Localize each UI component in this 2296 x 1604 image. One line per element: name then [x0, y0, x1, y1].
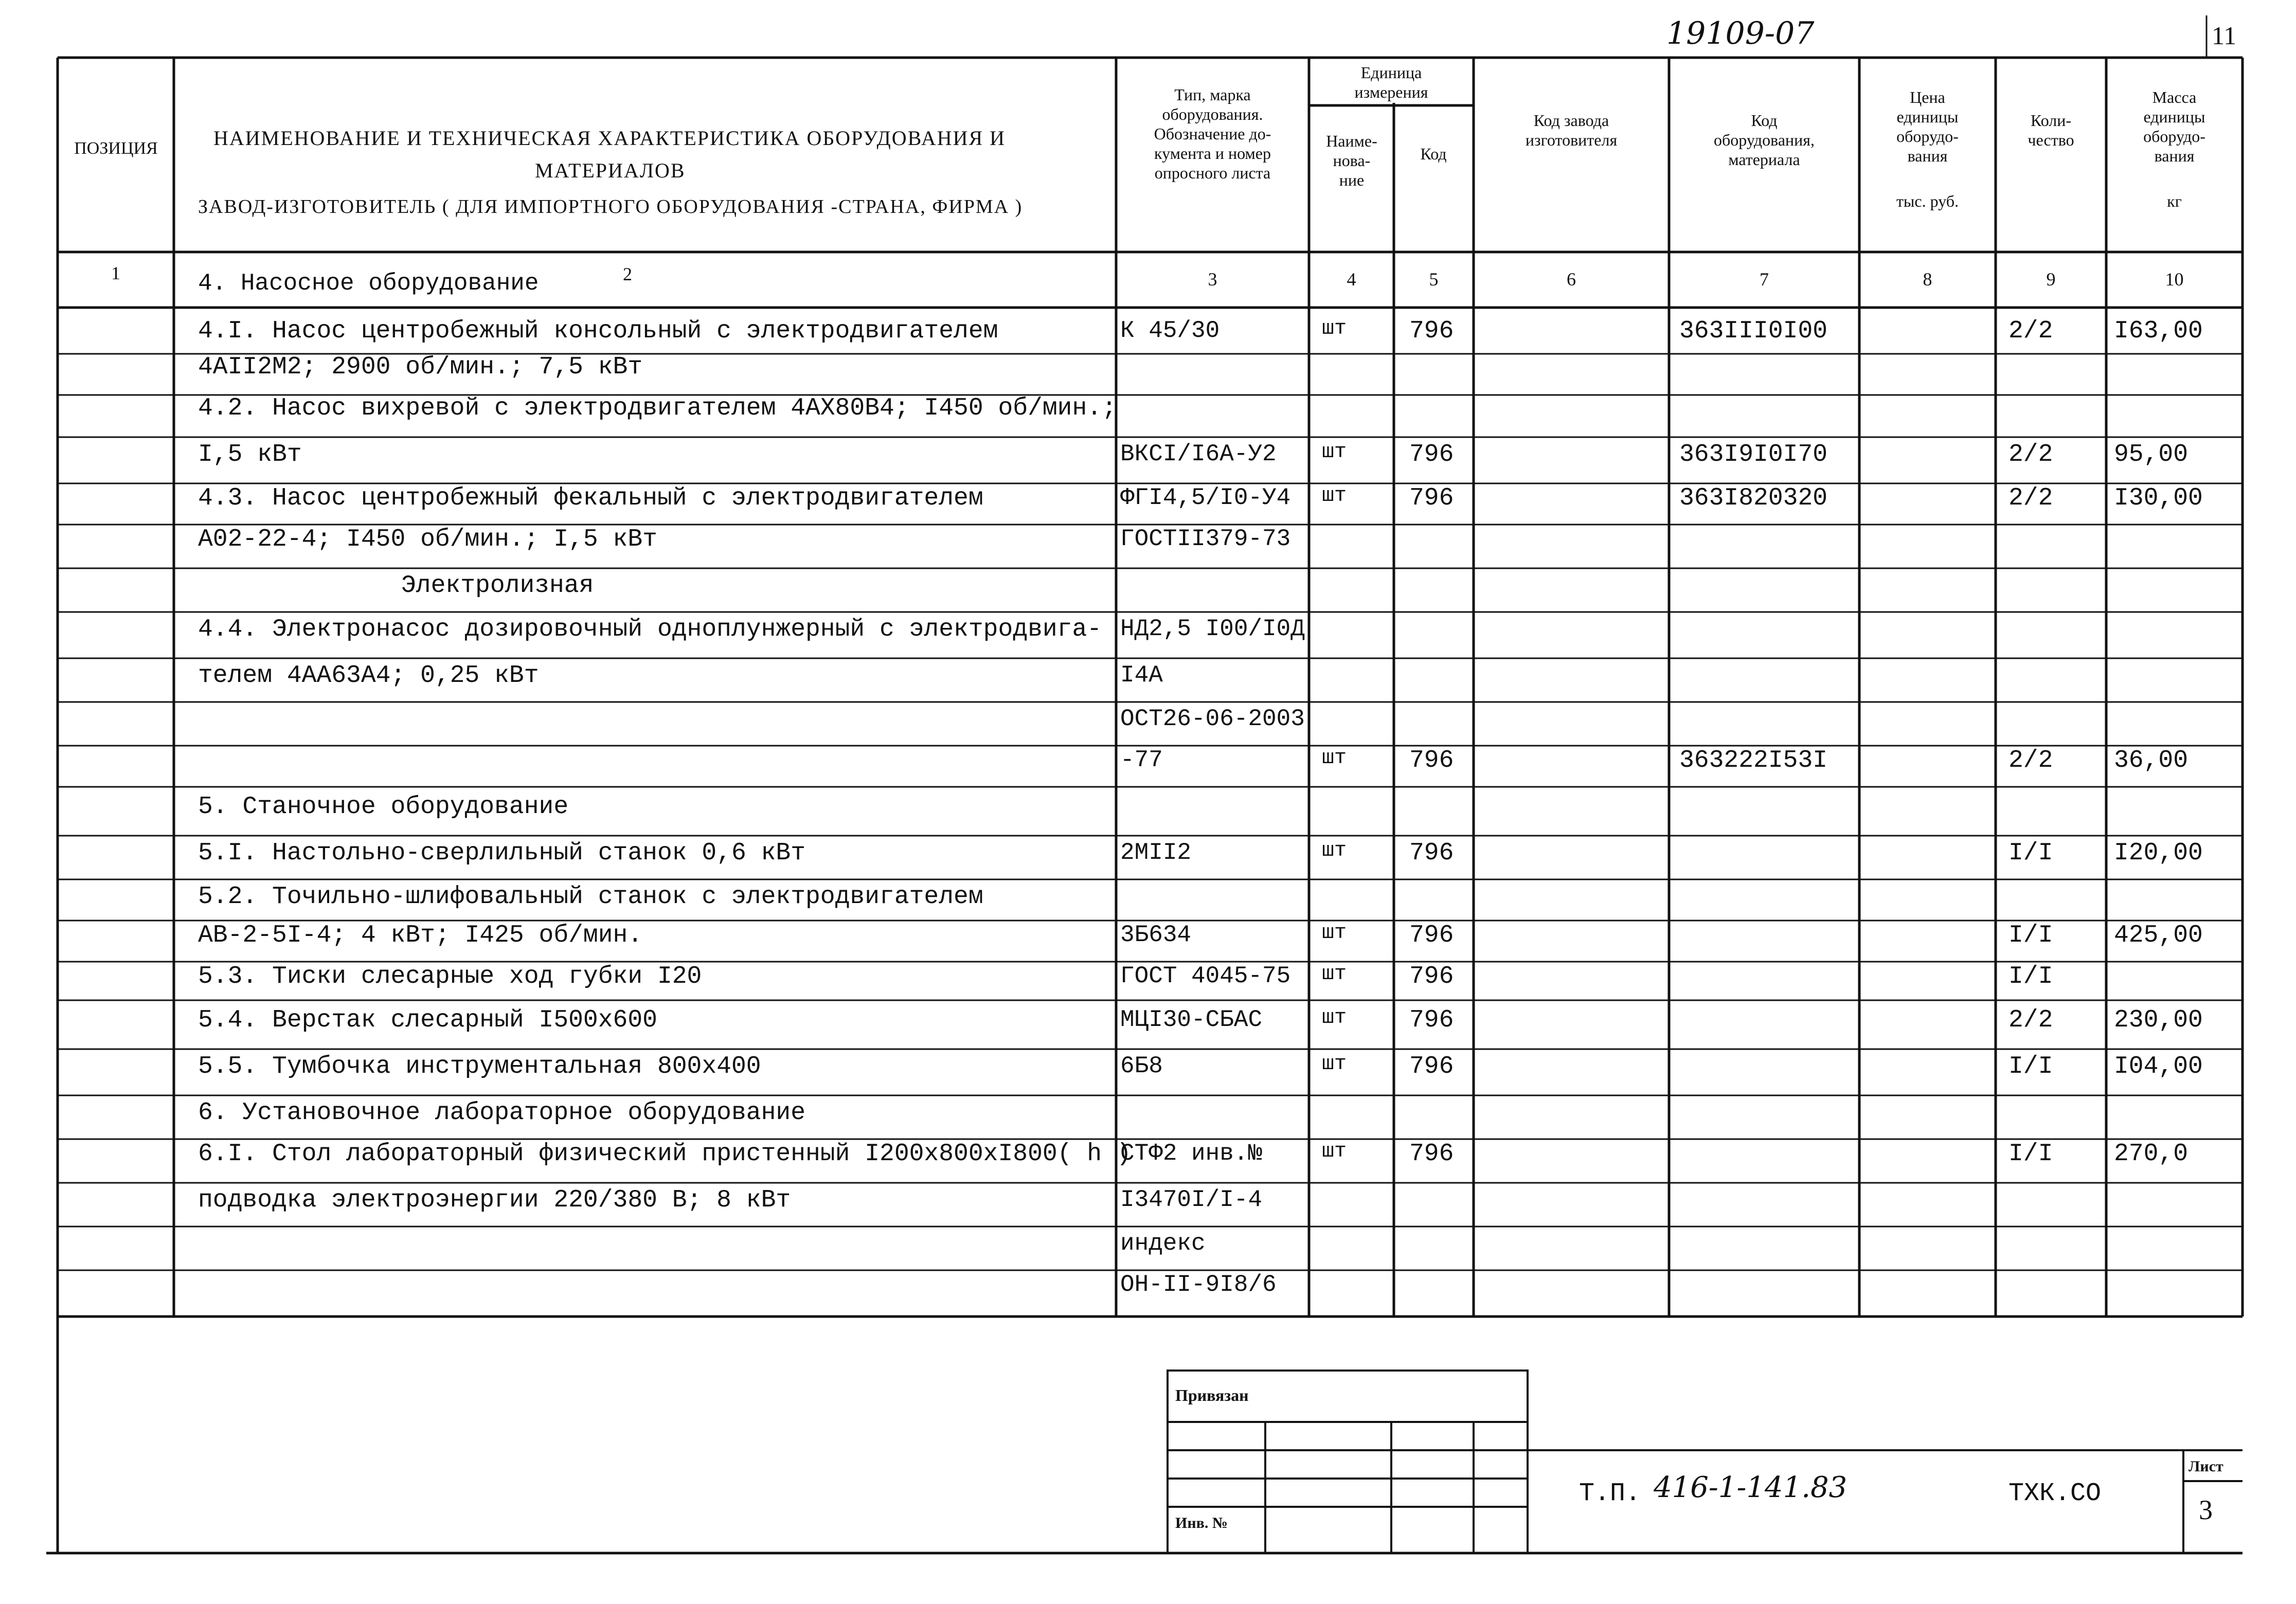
- row-qty: I/I: [2008, 963, 2053, 990]
- header-factory-code: Код завода изготовителя: [1525, 111, 1618, 149]
- row-mass: 425,00: [2114, 922, 2203, 949]
- header-price: Цена единицы оборудо- вания: [1896, 88, 1959, 165]
- row-code: 796: [1409, 839, 1454, 867]
- row-name: 5.I. Настольно-сверлильный станок 0,6 кВт: [198, 839, 805, 867]
- row-mass: I63,00: [2114, 317, 2203, 345]
- col-num-8: 8: [1923, 269, 1932, 290]
- row-type: СТФ2 инв.№: [1120, 1142, 1263, 1165]
- row-type: ГОСТII379-73: [1120, 527, 1291, 551]
- row-code: 796: [1409, 747, 1454, 774]
- row-type: МЦI30-СБАС: [1120, 1008, 1263, 1032]
- row-mass: I04,00: [2114, 1053, 2203, 1080]
- row-code: 796: [1409, 441, 1454, 468]
- row-qty: I/I: [2008, 839, 2053, 867]
- row-equip-code: 363222I53I: [1679, 747, 1828, 774]
- col-num-1: 1: [111, 263, 120, 283]
- row-name: 5.5. Тумбочка инструментальная 800х400: [198, 1053, 761, 1080]
- header-name-line3: ЗАВОД-ИЗГОТОВИТЕЛЬ ( ДЛЯ ИМПОРТНОГО ОБОРУДОВАНИЯ -СТРАНА, ФИРМА ): [198, 196, 1023, 218]
- row-name: Электролизная: [401, 572, 594, 600]
- row-qty: I/I: [2008, 922, 2053, 949]
- stamp-inv: Инв. №: [1175, 1515, 1228, 1531]
- row-qty: 2/2: [2008, 1006, 2053, 1034]
- col-num-5: 5: [1429, 269, 1439, 290]
- handwritten-number: 19109-07: [1666, 15, 1815, 51]
- row-name: 5.3. Тиски слесарные ход губки I20: [198, 963, 702, 990]
- row-name: АВ-2-5I-4; 4 кВт; I425 об/мин.: [198, 922, 643, 949]
- row-qty: 2/2: [2008, 484, 2053, 512]
- header-unit: Единица измерения: [1354, 63, 1428, 101]
- row-mass: 95,00: [2114, 441, 2189, 468]
- row-type: I4А: [1120, 663, 1163, 687]
- header-type: Тип, марка оборудования. Обозначение до- кумента и номер опросного листа: [1154, 85, 1271, 182]
- row-type: 2МII2: [1120, 841, 1192, 864]
- header-unit-code: Код: [1420, 145, 1447, 163]
- row-code: 796: [1409, 317, 1454, 345]
- row-name: А02-22-4; I450 об/мин.; I,5 кВт: [198, 526, 657, 553]
- row-type: -77: [1120, 748, 1163, 772]
- row-mass: 230,00: [2114, 1006, 2203, 1034]
- row-name: телем 4АА63А4; 0,25 кВт: [198, 662, 539, 690]
- row-equip-code: 363I820320: [1679, 484, 1828, 512]
- row-name: 5. Станочное оборудование: [198, 793, 569, 821]
- section-4-title: 4. Насосное оборудование: [198, 270, 539, 297]
- corner-sheet-number: 11: [2212, 21, 2237, 50]
- row-code: 796: [1409, 1053, 1454, 1080]
- row-mass: I30,00: [2114, 484, 2203, 512]
- row-type: ФГI4,5/I0-У4: [1120, 486, 1291, 510]
- stamp-sheet-number: 3: [2199, 1494, 2213, 1525]
- row-name: 4.4. Электронасос дозировочный одноплунжерный с электродвига-: [198, 616, 1102, 643]
- row-name: 5.2. Точильно-шлифовальный станок с электродвигателем: [198, 883, 983, 911]
- row-unit: шт: [1322, 963, 1347, 986]
- row-type: 6Б8: [1120, 1054, 1163, 1078]
- row-name: 6.I. Стол лабораторный физический пристенный I200х800хI800( h ): [198, 1140, 1132, 1168]
- row-code: 796: [1409, 484, 1454, 512]
- row-type: 3Б634: [1120, 923, 1192, 947]
- row-qty: 2/2: [2008, 441, 2053, 468]
- row-unit: шт: [1322, 1053, 1347, 1076]
- row-equip-code: 363I9I0I70: [1679, 441, 1828, 468]
- row-name: I,5 кВт: [198, 441, 302, 468]
- header-equip-code: Код оборудования, материала: [1714, 111, 1815, 169]
- row-mass: 270,0: [2114, 1140, 2189, 1168]
- row-type: ОН-II-9I8/6: [1120, 1273, 1277, 1296]
- row-name: 4AII2M2; 2900 об/мин.; 7,5 кВт: [198, 353, 643, 381]
- row-unit: шт: [1322, 484, 1347, 508]
- header-position: ПОЗИЦИЯ: [74, 139, 158, 158]
- row-name: 6. Установочное лабораторное оборудование: [198, 1099, 805, 1127]
- row-name: 4.2. Насос вихревой с электродвигателем 4AX80B4; I450 об/мин.;: [198, 394, 1117, 422]
- row-unit: шт: [1322, 1140, 1347, 1163]
- row-name: 5.4. Верстак слесарный I500х600: [198, 1006, 657, 1034]
- col-num-7: 7: [1760, 269, 1769, 290]
- stamp-bound: Привязан: [1175, 1386, 1249, 1404]
- row-type: ГОСТ 4045-75: [1120, 964, 1291, 988]
- row-type: I3470I/I-4: [1120, 1188, 1263, 1212]
- header-mass-unit: кг: [2167, 192, 2182, 210]
- row-unit: шт: [1322, 922, 1347, 945]
- stamp-tp-number: 416-1-141.83: [1654, 1471, 1847, 1504]
- header-qty: Коли- чество: [2028, 111, 2074, 149]
- stamp-sheet-label: Лист: [2189, 1458, 2223, 1475]
- row-unit: шт: [1322, 747, 1347, 770]
- header-price-unit: тыс. руб.: [1896, 192, 1959, 210]
- col-num-3: 3: [1208, 269, 1217, 290]
- col-num-9: 9: [2046, 269, 2056, 290]
- row-type: ОСТ26-06-2003: [1120, 707, 1305, 731]
- row-qty: 2/2: [2008, 317, 2053, 345]
- col-num-4: 4: [1347, 269, 1356, 290]
- col-num-2: 2: [623, 264, 632, 284]
- row-type: ВКСI/I6А-У2: [1120, 442, 1277, 466]
- row-name: 4.I. Насос центробежный консольный с электродвигателем: [198, 317, 998, 345]
- row-code: 796: [1409, 1140, 1454, 1168]
- row-type: индекс: [1120, 1232, 1206, 1255]
- row-type: НД2,5 I00/I0Д: [1120, 617, 1305, 641]
- row-type: К 45/30: [1120, 319, 1220, 343]
- row-name: 4.3. Насос центробежный фекальный с электродвигателем: [198, 484, 983, 512]
- row-qty: I/I: [2008, 1053, 2053, 1080]
- row-qty: I/I: [2008, 1140, 2053, 1168]
- row-unit: шт: [1322, 839, 1347, 862]
- header-name-line1: НАИМЕНОВАНИЕ И ТЕХНИЧЕСКАЯ ХАРАКТЕРИСТИКА ОБОРУДОВАНИЯ И: [213, 127, 1006, 150]
- row-equip-code: 363III0I00: [1679, 317, 1828, 345]
- stamp-doc-code: ТХК.СО: [2008, 1479, 2102, 1508]
- header-name-line2: МАТЕРИАЛОВ: [535, 159, 686, 182]
- row-code: 796: [1409, 1006, 1454, 1034]
- stamp-tp-prefix: Т.П.: [1579, 1479, 1641, 1508]
- header-mass: Масса единицы оборудо- вания: [2143, 88, 2205, 165]
- row-code: 796: [1409, 963, 1454, 990]
- row-code: 796: [1409, 922, 1454, 949]
- row-unit: шт: [1322, 317, 1347, 340]
- row-name: подводка электроэнергии 220/380 В; 8 кВт: [198, 1186, 791, 1214]
- row-qty: 2/2: [2008, 747, 2053, 774]
- col-num-6: 6: [1567, 269, 1576, 290]
- col-num-10: 10: [2165, 269, 2184, 290]
- header-unit-name: Наиме- нова- ние: [1326, 132, 1377, 189]
- row-mass: 36,00: [2114, 747, 2189, 774]
- row-unit: шт: [1322, 441, 1347, 464]
- row-unit: шт: [1322, 1006, 1347, 1030]
- row-mass: I20,00: [2114, 839, 2203, 867]
